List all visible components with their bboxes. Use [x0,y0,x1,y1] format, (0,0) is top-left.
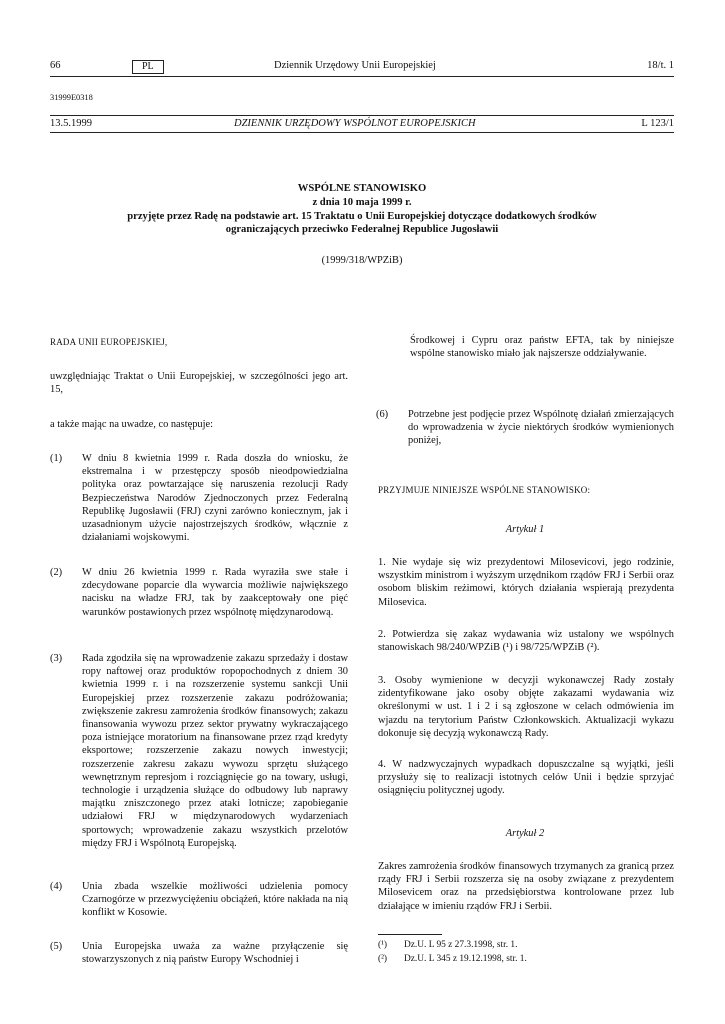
recital-number: (3) [50,653,63,664]
recital-text: W dniu 8 kwietnia 1999 r. Rada doszła do wniosku, że ekstremalna i w przestępczy sposób nieodpowiedzialna polityka oraz powtarzające się naruszenia rezolucji Rady Bezpieczeństwa Narodów Zjednoczonych przez Federalną Republikę Jugosławii (FRJ) czyni zarówno koniecznym, jak i uzasadnionym użycie najostrzejszych środków, włącznie z działaniami wojskowymi. [82,453,348,544]
having-regard: uwzględniając Traktat o Unii Europejskiej, w szczególności jego art. 15, [50,371,348,396]
whereas-intro: a także mając na uwadze, co następuje: [50,419,213,430]
document-subject-line2: ograniczających przeciwko Federalnej Republice Jugosławii [225,224,499,235]
article-2-text: Zakres zamrożenia środków finansowych trzymanych za granicą przez rządy FRJ i Serbii rozszerza się na osoby związane z prezydentem Milosevicem oraz na przedsiębiorstwa kontrolowane przez lub działające w imieniu rządów FRJ i Serbii. [378,861,674,912]
page-number: 66 [50,60,61,71]
document-reference: (1999/318/WPZiB) [321,255,403,266]
language-code-box: PL [132,60,164,74]
recital-number: (6) [376,409,389,420]
article-1-paragraph-2: 2. Potwierdza się zakaz wydawania wiz ustalony we wspólnych stanowiskach 98/240/WPZiB (¹) i 98/725/WPZiB (²). [378,629,674,654]
article-1-paragraph-4: 4. W nadzwyczajnych wypadkach dopuszczalne są wyjątki, jeśli przysłuży się to realizacji istotnych celów Unii i będzie sprzyjać osiągnięciu politycznej ugody. [378,759,674,797]
recital-number: (5) [50,941,63,952]
adopts-line: PRZYJMUJE NINIEJSZE WSPÓLNE STANOWISKO: [378,485,591,495]
authority-line: RADA UNII EUROPEJSKIEJ, [50,337,168,347]
journal-name: Dziennik Urzędowy Unii Europejskiej [274,60,436,71]
footnote-mark: (²) [378,954,388,964]
celex-code: 31999E0318 [50,93,93,102]
issue-rule-bottom [50,132,674,133]
article-1-heading: Artykuł 1 [505,524,545,535]
issue-rule-top [50,115,674,116]
document-subject-line1: przyjęte przez Radę na podstawie art. 15 Traktatu o Unii Europejskiej dotyczące dodatkowych środków [127,211,597,222]
footnote-text: Dz.U. L 95 z 27.3.1998, str. 1. [404,940,518,950]
issue-journal-name: DZIENNIK URZĘDOWY WSPÓLNOT EUROPEJSKICH [234,118,476,129]
document-date: z dnia 10 maja 1999 r. [312,197,412,208]
recital-text: Potrzebne jest podjęcie przez Wspólnotę działań zmierzających do wprowadzenia w życie niektórych środków wymienionych poniżej, [408,409,674,447]
article-2-heading: Artykuł 2 [505,828,545,839]
footnote-mark: (¹) [378,940,388,950]
recital-text: Unia zbada wszelkie możliwości udzielenia pomocy Czarnogórze w przezwyciężeniu obciążeń, które nakłada na nią konflikt w Kosowie. [82,881,348,919]
footnote-text: Dz.U. L 345 z 19.12.1998, str. 1. [404,954,527,964]
recital-5-continuation: Środkowej i Cypru oraz państw EFTA, tak by niniejsze wspólne stanowisko miało jak najszersze oddziaływanie. [410,335,674,360]
issue-date: 13.5.1999 [50,118,92,129]
issue-reference: L 123/1 [641,118,674,129]
recital-number: (4) [50,881,63,892]
recital-number: (1) [50,453,63,464]
recital-number: (2) [50,567,63,578]
header-rule [50,76,674,77]
article-1-paragraph-3: 3. Osoby wymienione w decyzji wykonawczej Rady zostały zidentyfikowane jako osoby objęte zakazami wydawania wiz określonymi w ust. 1 i 2 i są zgłoszone w celach odmówienia im wjazdu na terytorium Państw Członkowskich. Aktualizacji wykazu dokonuje się decyzją wykonawczą Rady. [378,675,674,739]
footnote-separator [378,934,442,935]
article-1-paragraph-1: 1. Nie wydaje się wiz prezydentowi Milosevicovi, jego rodzinie, wszystkim ministrom i wyższym urzędnikom rządów FRJ i Serbii oraz osobom bliskim reżimowi, których działania wspierają prezydenta Milosevica. [378,557,674,608]
document-title: WSPÓLNE STANOWISKO [297,183,427,194]
recital-text: Rada zgodziła się na wprowadzenie zakazu sprzedaży i dostaw ropy naftowej oraz produktów ropopochodnych z dniem 30 kwietnia 1999 r. i na rozszerzenie systemu sankcji Unii Europejskiej przez rozszerzenie zakazu podróżowania; zwiększenie zakresu zamrożenia środków finansowych; zakazu finansowania wywozu przez sektor prywatny wykraczającego poza istniejące moratorium na finansowane przez rząd kredyty eksportowe; rozszerzenie zakazu nowych inwestycji; rozszerzenie zakresu zakazu wywozu sprzętu służącego wewnętrznym represjom i rozciągnięcie go na towary, usługi, technologie i urządzenia służące do odbudowy lub naprawy majątku zniszczonego przez ataki lotnicze; zapobieganie udziałowi FRJ w międzynarodowych wydarzeniach sportowych; wprowadzenie zakazu wszystkich przelotów między FRJ i Wspólnotą Europejską. [82,653,348,849]
volume-number: 18/t. 1 [647,60,674,71]
recital-text: Unia Europejska uważa za ważne przyłączenie się stowarzyszonych z nią państw Europy Wschodniej i [82,941,348,966]
recital-text: W dniu 26 kwietnia 1999 r. Rada wyraziła swe stałe i zdecydowane poparcie dla wywarcia możliwie największego nacisku na władze FRJ, tak by zaakceptowały one pięć warunków postawionych przez wspólnotę międzynarodową. [82,567,348,618]
